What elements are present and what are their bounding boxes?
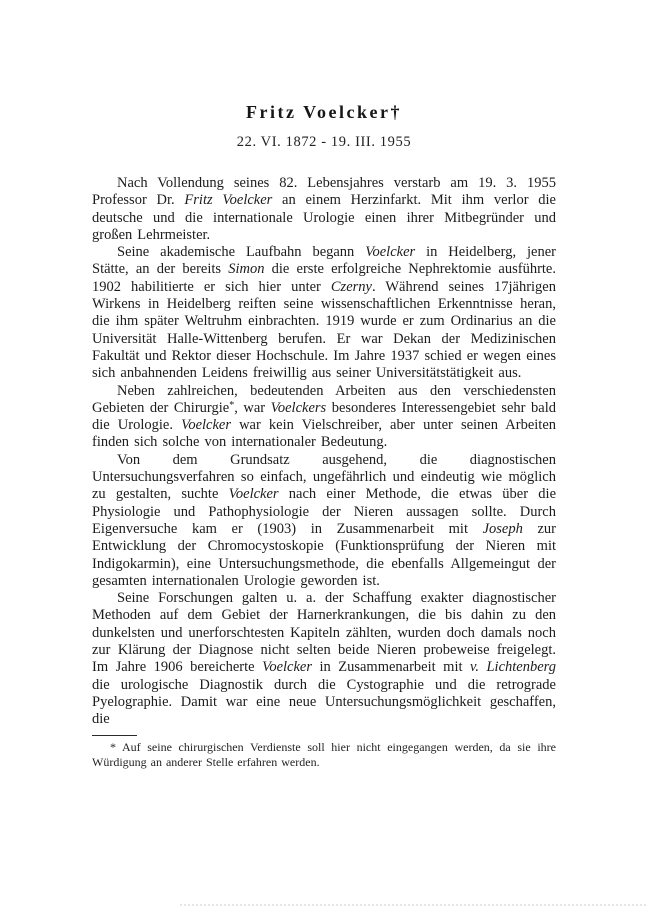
footnote-text: Auf seine chirurgischen Verdienste soll hier nicht eingegangen werden, da sie ihre Würdigung an anderer Stelle erfahren werden.: [92, 739, 556, 769]
paragraph: Seine Forschungen galten u. a. der Schaffung exakter diagnostischer Methoden auf dem Gebiet der Harnerkrankungen, die bis dahin zu den dunkelsten und unerforschtesten Kapiteln zählten, wurden doch damals noch zur Klärung der Diagnose nicht selten beide Nieren probeweise freigelegt. Im Jahre 1906 bereicherte Voelcker in Zusammenarbeit mit v. Lichtenberg die urologische Diagnostik durch die Cystographie und die retrograde Pyelographie. Damit war eine neue Untersuchungsmöglichkeit geschaffen, die: [92, 590, 557, 728]
footnote: [92, 740, 556, 771]
paragraph: Seine akademische Laufbahn begann Voelcker in Heidelberg, jener Stätte, an der bereits Simon die erste erfolgreiche Nephrektomie ausführte. 1902 habilitierte er sich hier unter Czerny. Während seines 17jährigen Wirkens in Heidelberg reiften seine wissenschaftlichen Erkenntnisse heran, die ihm später Weltruhm einbrachten. 1919 wurde er zum Ordinarius an die Universität Halle-Wittenberg berufen. Er war Dekan der Medizinischen Fakultät und Rektor dieser Hochschule. Im Jahre 1937 schied er wegen eines sich anbahnenden Leidens freiwillig aus seiner Universitätstätigkeit aus.: [92, 244, 556, 382]
footnote-rule: [92, 735, 137, 736]
paragraph: Neben zahlreichen, bedeutenden Arbeiten aus den verschiedensten Gebieten der Chirurgie*, war Voelckers besonderes Interessengebiet sehr bald die Urologie. Voelcker war kein Vielschreiber, aber unter seinen Arbeiten finden sich solche von internationaler Bedeutung.: [92, 382, 556, 451]
footnote-marker: *: [110, 739, 116, 754]
life-dates: 22. VI. 1872 - 19. III. 1955: [236, 134, 412, 150]
paragraph: Von dem Grundsatz ausgehend, die diagnostischen Untersuchungsverfahren so einfach, ungefährlich und eindeutig wie möglich zu gestalten, suchte Voelcker nach einer Methode, die etwas über die Physiologie und Pathophysiologie der Nieren aussagen sollte. Durch Eigenversuche kam er (1903) in Zusammenarbeit mit Joseph zur Entwicklung der Chromocystoskopie (Funktionsprüfung der Nieren mit Indigokarmin), eine Untersuchungsmethode, die ebenfalls Allgemeingut der gesamten internationalen Urologie geworden ist.: [92, 451, 557, 589]
paragraph: Nach Vollendung seines 82. Lebensjahres verstarb am 19. 3. 1955 Professor Dr. Fritz Voelcker an einem Herzinfarkt. Mit ihm verlor die deutsche und die internationale Urologie einen ihrer Mitbegründer und großen Lehrmeister.: [92, 175, 556, 243]
scan-artifact-dotted-line: [180, 904, 646, 906]
article-title: Fritz Voelcker†: [246, 102, 402, 122]
text-column: [92, 0, 556, 771]
article-body: [92, 175, 556, 729]
